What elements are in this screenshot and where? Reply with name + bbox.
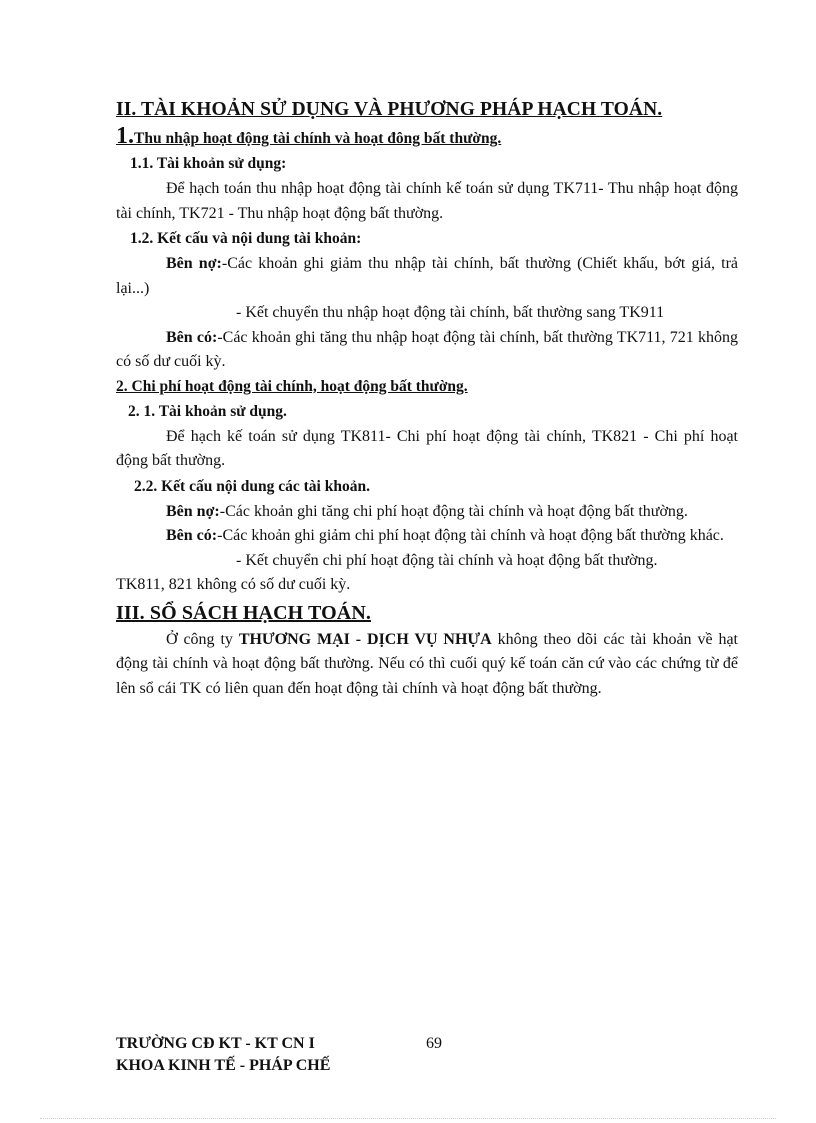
company-name: THƯƠNG MẠI - DỊCH VỤ NHỰA — [238, 630, 492, 648]
debit-text: -Các khoản ghi giảm thu nhập tài chính, bất thường (Chiết khấu, bớt giá, trả lại...) — [116, 255, 739, 297]
credit-label: Bên có: — [166, 328, 218, 346]
subsection-1-2-heading: 1.2. Kết cấu và nội dung tài khoản: — [130, 230, 362, 247]
part-2-closing: TK811, 821 không có số dư cuối kỳ. — [116, 576, 351, 593]
subsection-2-2-heading: 2.2. Kết cấu nội dung các tài khoản. — [134, 477, 370, 495]
debit-paragraph-1b: - Kết chuyển thu nhập hoạt động tài chính, bất thường sang TK911 — [236, 304, 665, 321]
section-3-heading: III. SỔ SÁCH HẠCH TOÁN. — [116, 601, 371, 624]
credit-paragraph-1 — [116, 326, 738, 375]
credit-text-2: -Các khoản ghi giảm chi phí hoạt động tài chính và hoạt động bất thường khác. — [217, 527, 724, 544]
document-body — [116, 96, 738, 701]
page-number: 69 — [426, 1035, 442, 1052]
part-1-heading — [116, 124, 738, 151]
footer-line-2: KHOA KINH TẾ - PHÁP CHẾ — [116, 1057, 331, 1074]
debit-text-2: -Các khoản ghi tăng chi phí hoạt động tài chính và hoạt động bất thường. — [219, 502, 688, 520]
debit-label: Bên nợ: — [166, 255, 222, 272]
subsection-1-1-text: Để hạch toán thu nhập hoạt động tài chính kế toán sử dụng TK711- Thu nhập hoạt động tài chính, TK721 - Thu nhập hoạt động bất thường. — [116, 180, 738, 222]
debit-paragraph-1 — [116, 252, 738, 301]
debit-paragraph-2 — [116, 500, 738, 525]
footer-line-1: TRƯỜNG CĐ KT - KT CN I — [116, 1035, 315, 1052]
part-2-heading: 2. Chi phí hoạt động tài chính, hoạt động bất thường. — [116, 377, 468, 395]
credit-paragraph-2b: - Kết chuyển chi phí hoạt động tài chính và hoạt động bất thường. — [236, 551, 658, 569]
part-1-title: Thu nhập hoạt động tài chính và hoạt đông bất thường. — [134, 130, 502, 147]
subsection-2-1-text: Để hạch kế toán sử dụng TK811- Chi phí hoạt động tài chính, TK821 - Chi phí hoạt động bất thường. — [116, 427, 738, 469]
subsection-1-1-heading: 1.1. Tài khoản sử dụng: — [130, 155, 287, 172]
part-1-number: 1. — [116, 123, 134, 149]
section-3-text — [116, 628, 738, 702]
credit-text: -Các khoản ghi tăng thu nhập hoạt động tài chính, bất thường TK711, 721 không có số dư cuối kỳ. — [116, 328, 738, 370]
section-3-text-pre: Ở công ty — [166, 630, 239, 648]
credit-paragraph-2 — [116, 524, 738, 549]
bottom-divider — [40, 1118, 776, 1119]
subsection-2-1-heading: 2. 1. Tài khoản sử dụng. — [128, 402, 287, 420]
section-3-text-post: không theo dõi các tài khoản về hạt động tài chính và hoạt động bất thường. Nếu có thì cuối quý kế toán căn cứ vào các chứng từ để lên sổ cái TK có liên quan đến hoạt động tài chính và hoạt động bất thường. — [116, 630, 738, 697]
credit-label-2: Bên có: — [166, 527, 218, 544]
footer-school — [116, 1033, 330, 1077]
section-2-heading: II. TÀI KHOẢN SỬ DỤNG VÀ PHƯƠNG PHÁP HẠCH TOÁN. — [116, 99, 663, 120]
debit-label-2: Bên nợ: — [166, 502, 220, 520]
